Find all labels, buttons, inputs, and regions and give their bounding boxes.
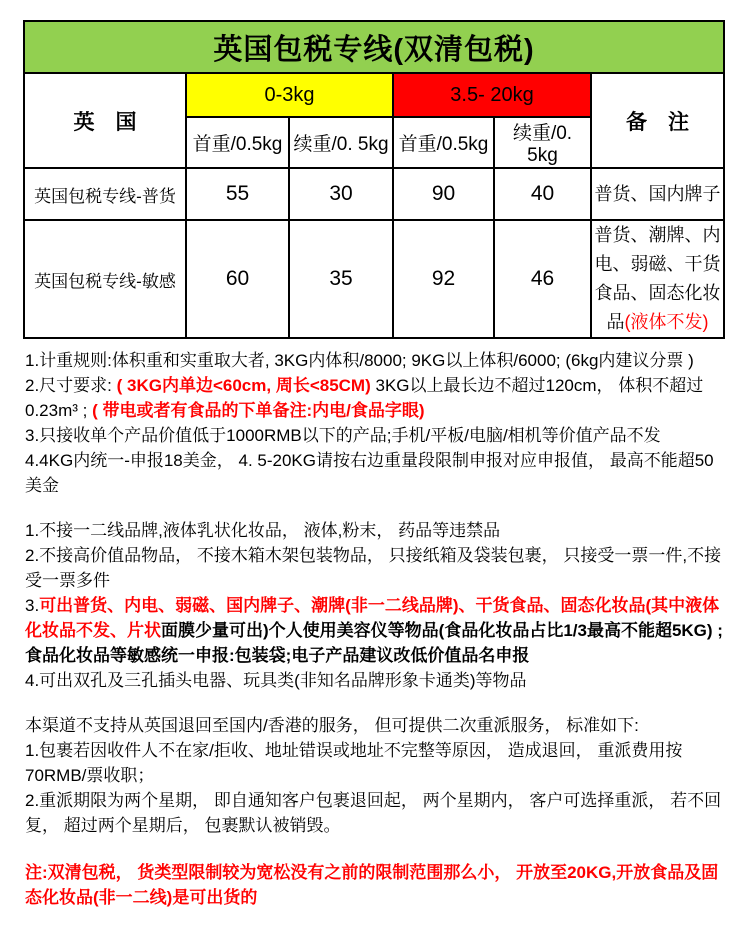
remark-cell [591, 220, 724, 338]
weighing-rules-block [25, 348, 725, 498]
return-policy-fee: 1.包裹若因收件人不在家/拒收、地址错误或地址不完整等原因， 造成退回， 重派费用按70RMB/票收职； [25, 741, 683, 785]
return-policy-block [25, 713, 725, 838]
note-item-packaging: 2.不接高价值品物品， 不接木箱木架包装物品， 只接纸箱及袋装包裹， 只接受一票一件,不接受一票多件 [25, 546, 722, 590]
additional-weight-header-1: 续重/0. 5kg [289, 117, 393, 168]
notes-section [25, 348, 725, 927]
price-cell: 60 [186, 220, 289, 338]
remark-header: 备 注 [591, 73, 724, 168]
price-cell: 35 [289, 220, 393, 338]
electric-food-note-warning: ( 带电或者有食品的下单备注:内电/食品字眼) [92, 401, 425, 420]
note-item-prohibited: 1.不接一二线品牌,液体乳状化妆品， 液体,粉末， 药品等违禁品 [25, 521, 501, 540]
price-cell: 40 [494, 168, 591, 220]
price-cell: 55 [186, 168, 289, 220]
return-policy-intro: 本渠道不支持从英国退回至国内/香港的服务， 但可提供二次重派服务， 标准如下: [25, 716, 639, 735]
weight-range-0-3kg-header: 0-3kg [186, 73, 393, 117]
size-limit-warning: ( 3KG内单边<60cm, 周长<85CM) [116, 376, 371, 395]
page-title: 英国包税专线(双清包税) [24, 21, 724, 73]
return-policy-deadline: 2.重派期限为两个星期， 即自通知客户包裹退回起， 两个星期内， 客户可选择重派， 若不回复， 超过两个星期后， 包裹默认被销毁。 [25, 791, 722, 835]
service-name: 英国包税专线-普货 [24, 168, 186, 220]
goods-restrictions-block [25, 518, 725, 693]
note-item-value-limit: 3.只接收单个产品价值低于1000RMB以下的产品;手机/平板/电脑/相机等价值产品不发 [25, 426, 661, 445]
note-item-allowed-goods: 3.可出普货、内电、弱磁、国内牌子、潮牌(非一二线品牌)、干货食品、固态化妆品(其中液体化妆品不发、片状面膜少量可出)个人使用美容仪等物品(食品化妆品占比1/3最高不能超5KG) ;食品化妆品等敏感统一申报:包装袋;电子产品建议改低价值品名申报 [25, 596, 723, 665]
remark-no-liquid-warning: (液体不发) [624, 312, 709, 332]
allowed-goods-warning: 可出普货、内电、弱磁、国内牌子、潮牌(非一二线品牌)、干货食品、固态化妆品(其中液体化妆品不发、片状 [25, 596, 720, 640]
remark-cell: 普货、国内牌子 [591, 168, 724, 220]
remark-text: 普货、潮牌、内电、弱磁、干货食品、固态化妆品 [594, 225, 721, 332]
title-row [24, 21, 724, 73]
price-cell: 46 [494, 220, 591, 338]
price-cell: 92 [393, 220, 494, 338]
country-header: 英 国 [24, 73, 186, 168]
note-item-weighing: 1.计重规则:体积重和实重取大者, 3KG内体积/8000; 9KG以上体积/6000; (6kg内建议分票 ) [25, 351, 694, 370]
table-row-sensitive-goods [24, 220, 724, 338]
note-item-size-requirements: 2.尺寸要求: ( 3KG内单边<60cm, 周长<85CM) 3KG以上最长边不超过120cm， 体积不超过0.23m³ ; ( 带电或者有食品的下单备注:内电/食品字眼) [25, 376, 704, 420]
note-item-declaration: 4.4KG内统一-申报18美金， 4. 5-20KG请按右边重量段限制申报对应申报值， 最高不能超50美金 [25, 451, 714, 495]
note-item-plugs-toys: 4.可出双孔及三孔插头电器、玩具类(非知名品牌形象卡通类)等物品 [25, 671, 527, 690]
first-weight-header-2: 首重/0.5kg [393, 117, 494, 168]
price-cell: 30 [289, 168, 393, 220]
service-name: 英国包税专线-敏感 [24, 220, 186, 338]
price-cell: 90 [393, 168, 494, 220]
range-header-row [24, 73, 724, 117]
weight-range-3-5-20kg-header: 3.5- 20kg [393, 73, 591, 117]
final-red-note: 注:双清包税， 货类型限制较为宽松没有之前的限制范围那么小， 开放至20KG,开放食品及固态化妆品(非一二线)是可出货的 [25, 863, 719, 907]
price-table [23, 20, 725, 339]
first-weight-header-1: 首重/0.5kg [186, 117, 289, 168]
table-row-general-goods [24, 168, 724, 220]
additional-weight-header-2: 续重/0. 5kg [494, 117, 591, 168]
